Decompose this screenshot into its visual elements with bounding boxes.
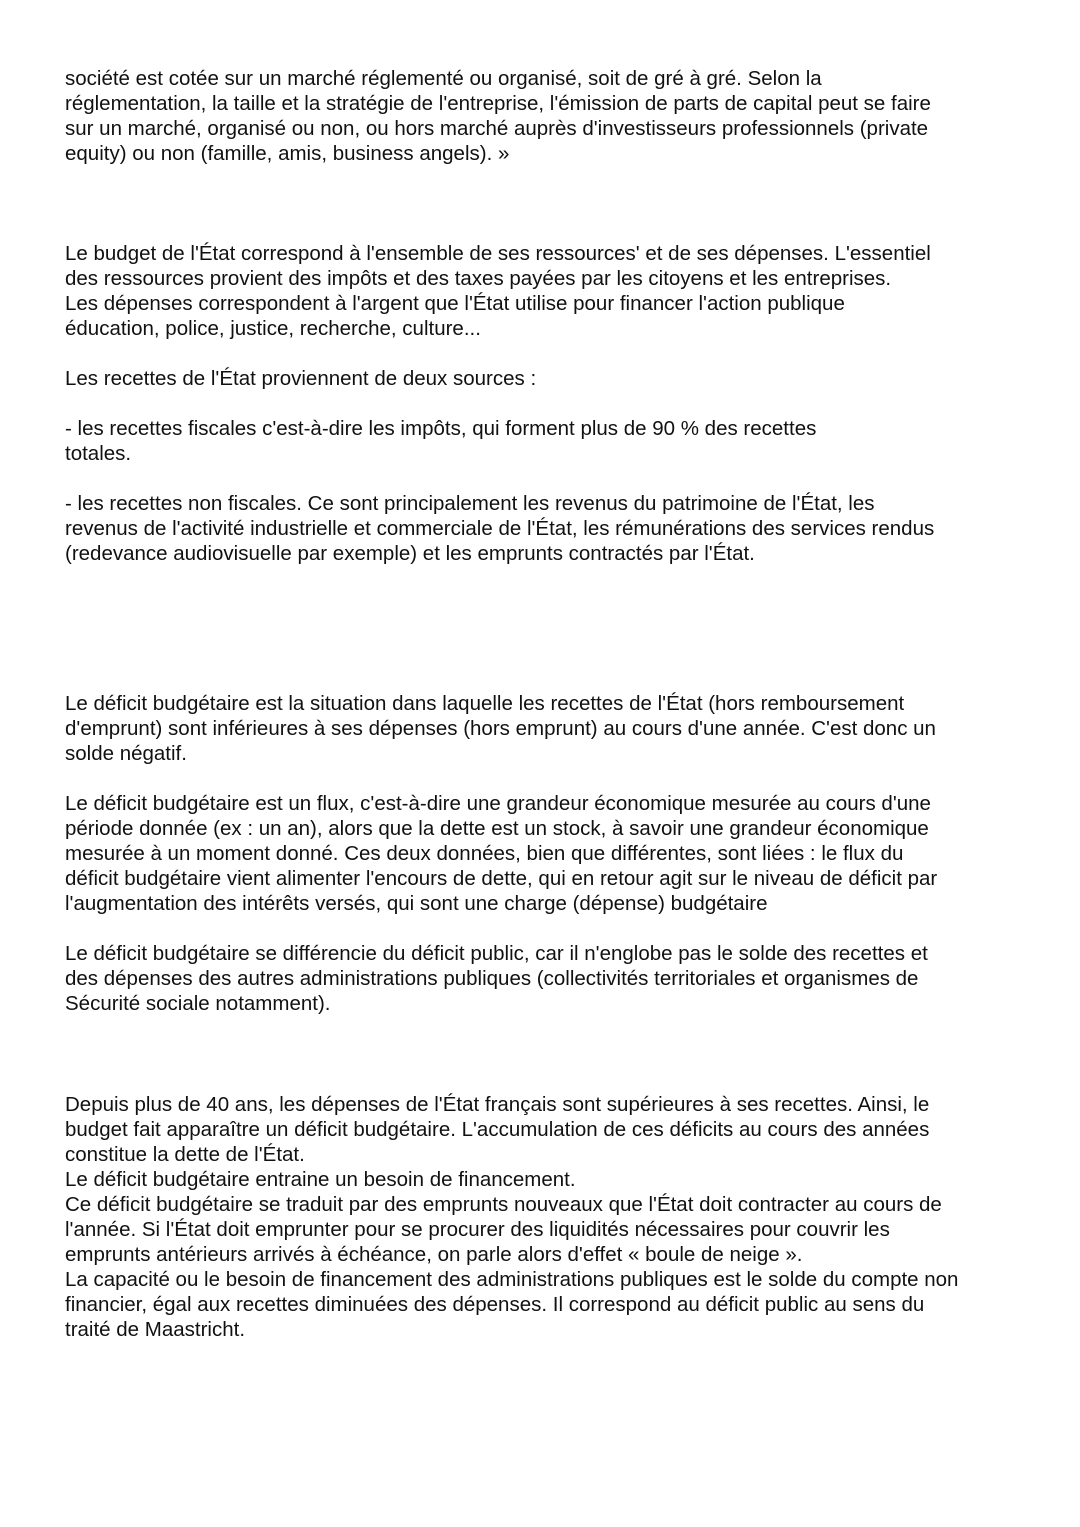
paragraph-revenue-sources: Les recettes de l'État proviennent de deux sources : [65, 367, 537, 390]
paragraph-tax-revenue: - les recettes fiscales c'est-à-dire les impôts, qui forment plus de 90 % des recettes totales. [65, 417, 817, 465]
paragraph-deficit-definition: Le déficit budgétaire est la situation dans laquelle les recettes de l'État (hors remboursement d'emprunt) sont inférieures à ses dépenses (hors emprunt) au cours d'une année. C'est donc un solde négatif. [65, 692, 936, 765]
paragraph-state-budget: Le budget de l'État correspond à l'ensemble de ses ressources' et de ses dépenses. L'essentiel des ressources provient des impôts et des taxes payées par les citoyens et les entreprises. Les dépenses correspondent à l'argent que l'État utilise pour financer l'action publique éducation, police, justice, recherche, culture... [65, 242, 931, 340]
paragraph-equity-issuance: société est cotée sur un marché réglementé ou organisé, soit de gré à gré. Selon la réglementation, la taille et la stratégie de l'entreprise, l'émission de parts de capital peut se faire sur un marché, organisé ou non, ou hors marché auprès d'investisseurs professionnels (private equity) ou non (famille, amis, business angels). » [65, 67, 931, 165]
paragraph-financing-need: Depuis plus de 40 ans, les dépenses de l'État français sont supérieures à ses recettes. Ainsi, le budget fait apparaître un déficit budgétaire. L'accumulation de ces déficits au cours des années constitue la dette de l'État. Le déficit budgétaire entraine un besoin de financement. Ce déficit budgétaire se traduit par des emprunts nouveaux que l'État doit contracter au cours de l'année. Si l'État doit emprunter pour se procurer des liquidités nécessaires pour couvrir les emprunts antérieurs arrivés à échéance, on parle alors d'effet « boule de neige ». La capacité ou le besoin de financement des administrations publiques est le solde du compte non financier, égal aux recettes diminuées des dépenses. Il correspond au déficit public au sens du traité de Maastricht. [65, 1093, 959, 1341]
paragraph-deficit-flow-stock: Le déficit budgétaire est un flux, c'est-à-dire une grandeur économique mesurée au cours d'une période donnée (ex : un an), alors que la dette est un stock, à savoir une grandeur économique mesurée à un moment donné. Ces deux données, bien que différentes, sont liées : le flux du déficit budgétaire vient alimenter l'encours de dette, qui en retour agit sur le niveau de déficit par l'augmentation des intérêts versés, qui sont une charge (dépense) budgétaire [65, 792, 938, 915]
paragraph-non-tax-revenue: - les recettes non fiscales. Ce sont principalement les revenus du patrimoine de l'État, les revenus de l'activité industrielle et commerciale de l'État, les rémunérations des services rendus (redevance audiovisuelle par exemple) et les emprunts contractés par l'État. [65, 492, 935, 565]
paragraph-deficit-vs-public: Le déficit budgétaire se différencie du déficit public, car il n'englobe pas le solde des recettes et des dépenses des autres administrations publiques (collectivités territoriales et organismes de Sécurité sociale notamment). [65, 942, 928, 1015]
